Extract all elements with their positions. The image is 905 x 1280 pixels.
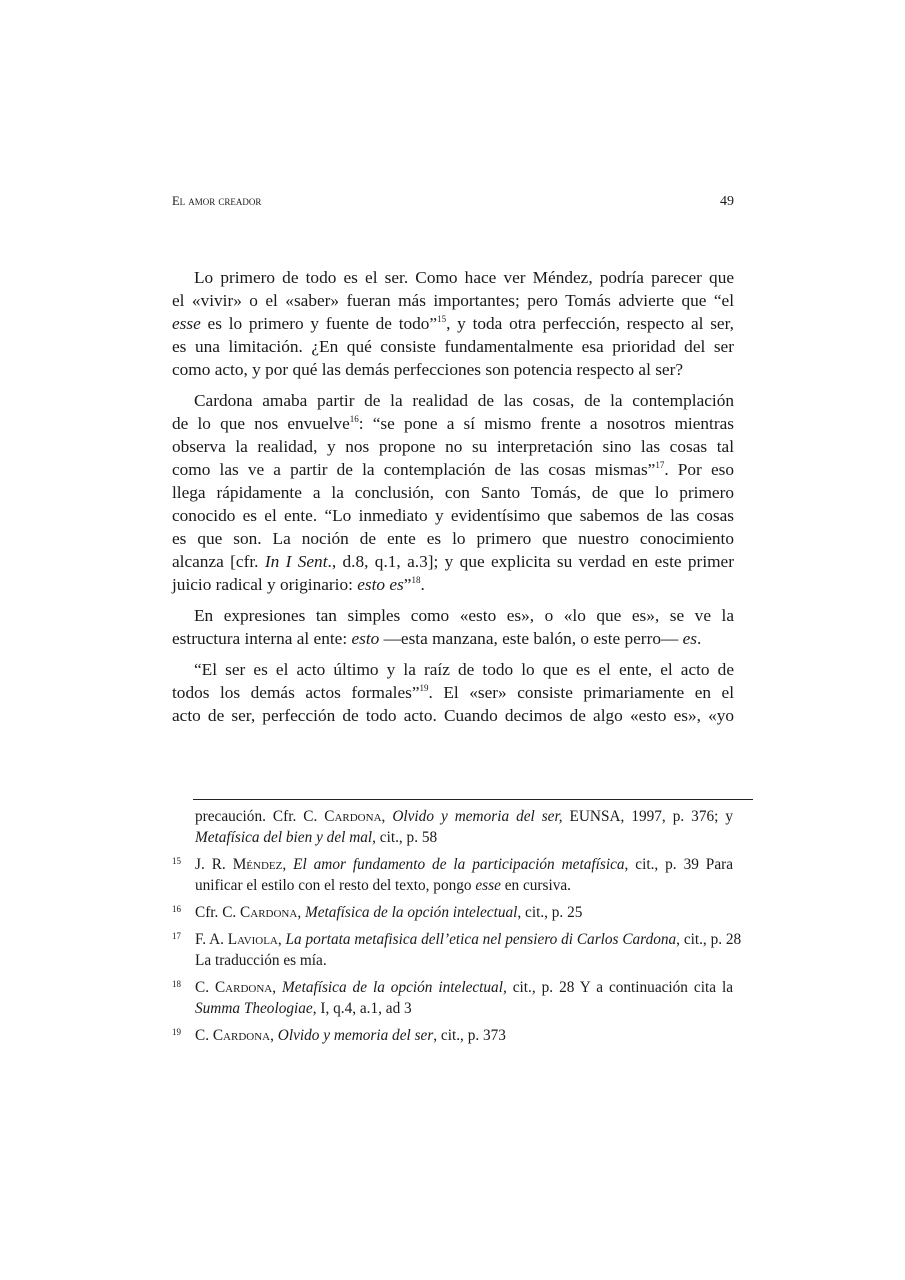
footnote-ref: 19 — [419, 683, 429, 693]
text-run: como acto, y por qué las demás perfecciones son potencia respecto al ser? — [172, 360, 684, 379]
text-line — [172, 681, 734, 704]
footnote-number: 15 — [172, 856, 181, 866]
italic-text: El amor fundamento de la participación metafísica — [293, 856, 625, 873]
text-line — [195, 977, 733, 998]
text-run: , — [297, 904, 305, 921]
footnote-ref: 17 — [655, 460, 665, 470]
text-run: , — [270, 1027, 278, 1044]
text-run: : “se pone a sí mismo frente a nosotros mientras — [358, 414, 734, 433]
text-run: ” — [403, 575, 412, 594]
text-line — [172, 412, 734, 435]
italic-text: Metafísica del bien y del mal — [195, 829, 373, 846]
text-line — [172, 266, 734, 289]
footnote-ref: 15 — [437, 314, 447, 324]
footnote-number: 17 — [172, 931, 181, 941]
text-run: . — [420, 575, 425, 594]
italic-text: esse — [475, 877, 501, 894]
running-header — [172, 194, 734, 209]
text-run: C. — [195, 979, 215, 996]
text-run: precaución. Cfr. C. — [195, 808, 325, 825]
text-run: J. R. — [195, 856, 233, 873]
text-line — [195, 875, 733, 896]
text-run: estructura interna al ente: — [172, 629, 352, 648]
italic-text: Metafísica de la opción intelectual — [304, 904, 518, 921]
footnotes — [172, 806, 742, 1052]
italic-text: Summa Theologiae — [195, 1000, 313, 1017]
text-run: conocido es el ente. “Lo inmediato y evidentísimo que sabemos de las cosas — [172, 506, 734, 525]
text-line — [172, 458, 734, 481]
text-line — [172, 504, 734, 527]
italic-text: esse — [172, 314, 201, 333]
text-run: el «vivir» o el «saber» fueran más importantes; pero Tomás advierte que “el — [172, 291, 734, 310]
text-line — [172, 604, 734, 627]
text-run: , — [282, 856, 294, 873]
paragraph — [172, 658, 734, 727]
text-run: , cit., p. 373 — [433, 1027, 506, 1044]
footnote — [172, 1025, 733, 1046]
text-line — [195, 902, 733, 923]
italic-text: Olvido y memoria del ser, — [392, 808, 563, 825]
page-number: 49 — [720, 194, 734, 209]
footnote — [172, 929, 742, 971]
text-line — [172, 550, 734, 573]
author-name: Cardona — [324, 808, 382, 825]
text-run: observa la realidad, y nos propone no su interpretación sino las cosas tal — [172, 437, 734, 456]
body-text — [172, 266, 734, 735]
italic-text: es — [682, 629, 697, 648]
footnote — [172, 902, 733, 923]
text-run: ., d.8, q.1, a.3]; y que explicita su verdad en este primer — [327, 552, 734, 571]
text-line — [172, 658, 734, 681]
text-run: . Por eso — [664, 460, 734, 479]
text-line — [172, 627, 734, 650]
text-run: de lo que nos envuelve — [172, 414, 350, 433]
footnote-number: 16 — [172, 904, 181, 914]
text-run: unificar el estilo con el resto del texto, pongo — [195, 877, 476, 894]
italic-text: esto — [351, 629, 380, 648]
author-name: Cardona — [240, 904, 298, 921]
italic-text: In I Sent — [264, 552, 328, 571]
text-run: Cfr. C. — [195, 904, 241, 921]
footnote-number: 19 — [172, 1027, 181, 1037]
text-run: es una limitación. ¿En qué consiste fundamentalmente esa prioridad del ser — [172, 337, 734, 356]
italic-text: La portata metafisica dell’etica nel pensiero di Carlos Cardona — [285, 931, 677, 948]
text-run: es lo primero y fuente de todo” — [200, 314, 438, 333]
text-run: , cit., p. 25 — [517, 904, 583, 921]
text-run: , cit., p. 28 — [676, 931, 742, 948]
text-line — [172, 704, 734, 727]
italic-text: esto es — [357, 575, 404, 594]
author-name: Cardona — [214, 979, 273, 996]
text-run: EUNSA, 1997, p. 376; y — [562, 808, 733, 825]
text-line — [172, 527, 734, 550]
text-line — [195, 929, 742, 950]
footnote-ref: 16 — [349, 414, 359, 424]
italic-text: Olvido y memoria del ser — [277, 1027, 434, 1044]
text-line — [172, 358, 734, 381]
text-line — [172, 312, 734, 335]
text-run: juicio radical y originario: — [172, 575, 358, 594]
text-run: , cit., p. 39 Para — [624, 856, 733, 873]
text-run: “El ser es el acto último y la raíz de todo lo que es el ente, el acto de — [194, 660, 734, 679]
text-run: llega rápidamente a la conclusión, con Santo Tomás, de que lo primero — [172, 483, 734, 502]
text-run: acto de ser, perfección de todo acto. Cuando decimos de algo «esto es», «yo — [172, 706, 734, 725]
author-name: Méndez — [232, 856, 283, 873]
text-line — [195, 950, 733, 971]
text-line — [172, 435, 734, 458]
paragraph — [172, 604, 734, 650]
text-run: —esta manzana, este balón, o este perro— — [379, 629, 683, 648]
text-run: , cit., p. 58 — [372, 829, 438, 846]
text-line — [172, 573, 734, 596]
text-line — [195, 806, 733, 827]
text-run: . — [696, 629, 702, 648]
text-run: F. A. — [195, 931, 228, 948]
text-run: La traducción es mía. — [195, 952, 327, 969]
footnote — [172, 806, 733, 848]
text-run: C. — [195, 1027, 213, 1044]
italic-text: Metafísica de la opción intelectual, — [282, 979, 507, 996]
running-title: El amor creador — [172, 194, 262, 208]
text-run: . El «ser» consiste primariamente en el — [428, 683, 735, 702]
footnote-separator — [193, 799, 753, 800]
text-line — [195, 827, 733, 848]
text-run: , — [381, 808, 393, 825]
text-line — [172, 335, 734, 358]
footnote — [172, 854, 733, 896]
text-run: en cursiva. — [500, 877, 571, 894]
author-name: Cardona — [212, 1027, 271, 1044]
text-run: En expresiones tan simples como «esto es», o «lo que es», se ve la — [194, 606, 734, 625]
text-run: Lo primero de todo es el ser. Como hace ver Méndez, podría parecer que — [194, 268, 734, 287]
paragraph — [172, 389, 734, 596]
text-run: , — [272, 979, 283, 996]
author-name: Laviola — [227, 931, 278, 948]
text-run: , I, q.4, a.1, ad 3 — [312, 1000, 412, 1017]
text-line — [172, 481, 734, 504]
text-run: , y toda otra perfección, respecto al ser, — [446, 314, 734, 333]
text-run: , — [277, 931, 286, 948]
footnote — [172, 977, 733, 1019]
text-run: alcanza [cfr. — [172, 552, 265, 571]
text-run: como las ve a partir de la contemplación de las cosas mismas” — [172, 460, 656, 479]
text-line — [172, 389, 734, 412]
text-line — [195, 998, 733, 1019]
text-run: todos los demás actos formales” — [172, 683, 420, 702]
text-run: Cardona amaba partir de la realidad de las cosas, de la contemplación — [194, 391, 734, 410]
text-run: es que son. La noción de ente es lo primero que nuestro conocimiento — [172, 529, 734, 548]
footnote-number: 18 — [172, 979, 181, 989]
paragraph — [172, 266, 734, 381]
footnote-ref: 18 — [411, 575, 421, 585]
text-line — [195, 1025, 733, 1046]
text-run: cit., p. 28 Y a continuación cita la — [506, 979, 733, 996]
text-line — [195, 854, 733, 875]
text-line — [172, 289, 734, 312]
